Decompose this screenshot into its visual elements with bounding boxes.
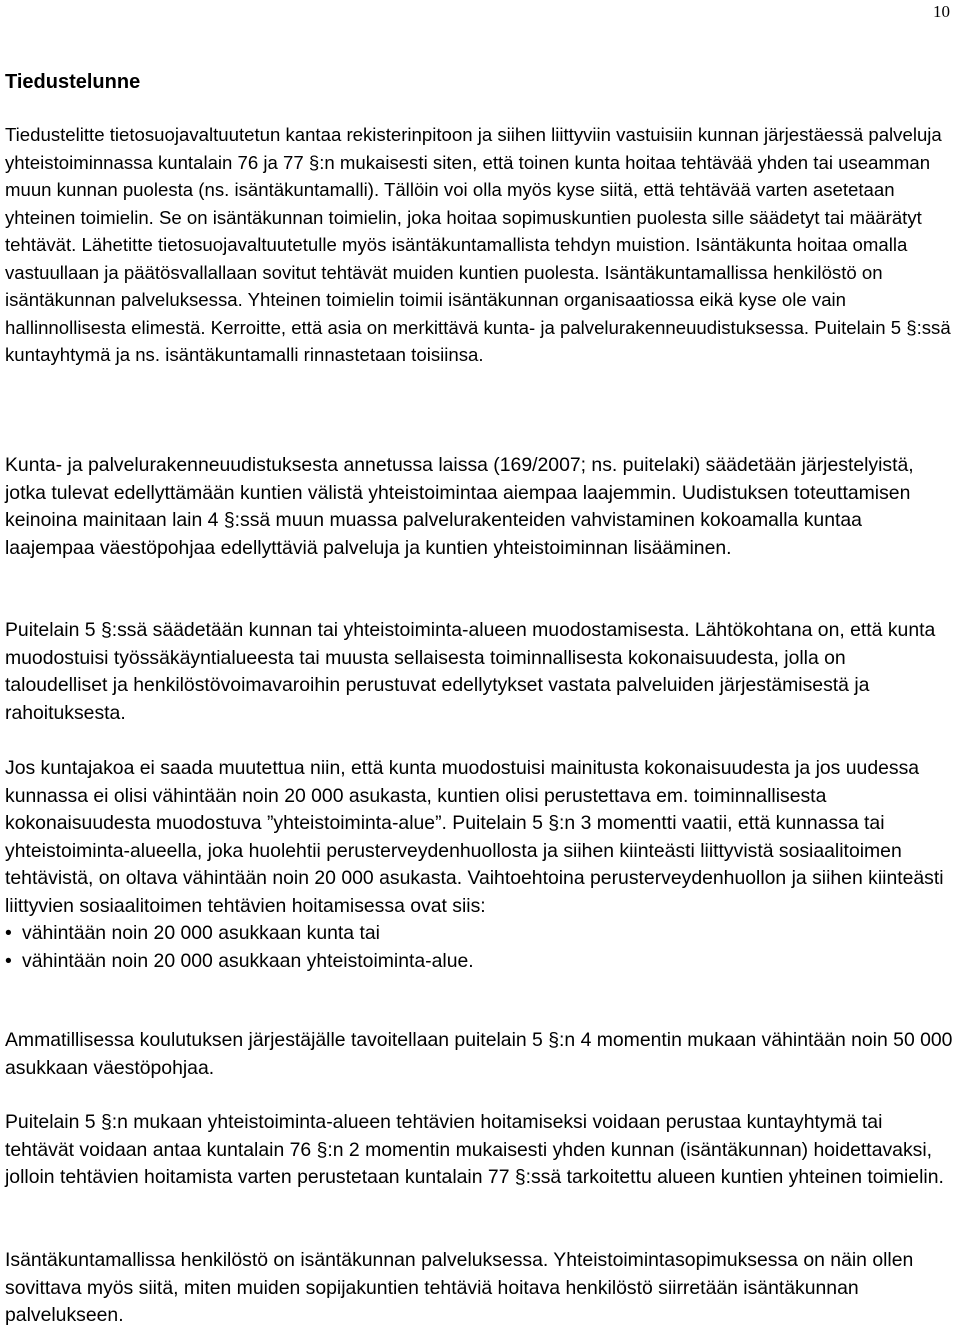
paragraph-municipal-division-text: Jos kuntajakoa ei saada muutettua niin, että kunta muodostuisi mainitusta kokonaisuudesta ja jos uudessa kunnassa ei olisi vähintään noin 20 000 asukasta, kuntien olisi perustettava em. toiminnallisesta kokonaisuudesta muodostuva ”yhteistoiminta-alue”. Puitelain 5 §:n 3 momentti vaatii, että kunnassa tai yhteistoiminta-alueella, joka huolehtii perusterveydenhuollosta ja siihen kiinteästi liittyvistä sosiaalitoimen tehtävistä, on oltava vähintään noin 20 000 asukasta. Vaihtoehtoina perusterveydenhuollon ja siihen kiinteästi liittyvien sosiaalitoimen tehtävien hoitamisessa ovat siis:	[5, 757, 944, 917]
paragraph-inquiry: Tiedustelitte tietosuojavaltuutetun kantaa rekisterinpitoon ja siihen liittyviin vastuisiin kunnan järjestäessä palveluja yhteistoiminnassa kuntalain 76 ja 77 §:n mukaisesti siten, että toinen kunta hoitaa tehtävää yhden tai useamman muun kunnan puolesta (ns. isäntäkuntamalli). Tällöin voi olla myös kyse siitä, että tehtävää varten asetetaan yhteinen toimielin. Se on isäntäkunnan toimielin, joka hoitaa sopimuskuntien puolesta sille säädetyt tai määrätyt tehtävät. Lähetitte tietosuojavaltuutetulle myös isäntäkuntamallista tehdyn muistion. Isäntäkunta hoitaa omalla vastuullaan ja päätösvallallaan sovitut tehtävät muiden kuntien puolesta. Isäntäkuntamallissa henkilöstö on isäntäkunnan palveluksessa. Yhteinen toimielin toimii isäntäkunnan organisaatiossa eikä kyse ole vain hallinnollisesta elimestä. Kerroitte, että asia on merkittävä kunta- ja palvelurakenneuudistuksessa. Puitelain 5 §:ssä kuntayhtymä ja ns. isäntäkuntamalli rinnastetaan toisiinsa.	[5, 124, 951, 365]
page-title: Tiedustelunne	[5, 71, 141, 93]
paragraph-vocational-education: Ammatillisessa koulutuksen järjestäjälle tavoitellaan puitelain 5 §:n 4 momentin mukaan vähintään noin 50 000 asukkaan väestöpohjaa.	[5, 1029, 953, 1079]
alternatives-list	[5, 920, 953, 975]
paragraph-municipal-division	[5, 755, 953, 975]
paragraph-joint-municipal-authority: Puitelain 5 §:n mukaan yhteistoiminta-alueen tehtävien hoitamiseksi voidaan perustaa kuntayhtymä tai tehtävät voidaan antaa kuntalain 76 §:n 2 momentin mukaisesti yhden kunnan (isäntäkunnan) hoidettavaksi, jolloin tehtävien hoitamista varten perustetaan kuntalain 77 §:ssä tarkoitettu alueen kuntien yhteinen toimielin.	[5, 1111, 944, 1188]
paragraph-framework-act: Kunta- ja palvelurakenneuudistuksesta annetussa laissa (169/2007; ns. puitelaki) säädetään järjestelyistä, jotka tulevat edellyttämään kuntien välistä yhteistoimintaa aiempaa laajemmin. Uudistuksen toteuttamisen keinoina mainitaan lain 4 §:ssä muun muassa palvelurakenteiden vahvistaminen kokoamalla kuntaa laajempaa väestöpohjaa edellyttäviä palveluja ja kuntien yhteistoiminnan lisääminen.	[5, 454, 914, 559]
list-item: • vähintään noin 20 000 asukkaan kunta tai	[5, 920, 953, 948]
paragraph-section-5: Puitelain 5 §:ssä säädetään kunnan tai yhteistoiminta-alueen muodostamisesta. Lähtökohtana on, että kunta muodostuisi työssäkäyntialueesta tai muusta sellaisesta toiminnallisesta kokonaisuudesta, jolla on taloudelliset ja henkilöstövoimavaroihin perustuvat edellytykset vastata palveluiden järjestämisestä ja rahoituksesta.	[5, 619, 936, 724]
list-item: • vähintään noin 20 000 asukkaan yhteistoiminta-alue.	[5, 948, 953, 976]
paragraph-host-municipality-staff: Isäntäkuntamallissa henkilöstö on isäntäkunnan palveluksessa. Yhteistoimintasopimuksessa on näin ollen sovittava myös siitä, miten muiden sopijakuntien tehtäviä hoitava henkilöstö siirretään isäntäkunnan palvelukseen.	[5, 1249, 914, 1326]
page-number: 10	[933, 2, 950, 21]
